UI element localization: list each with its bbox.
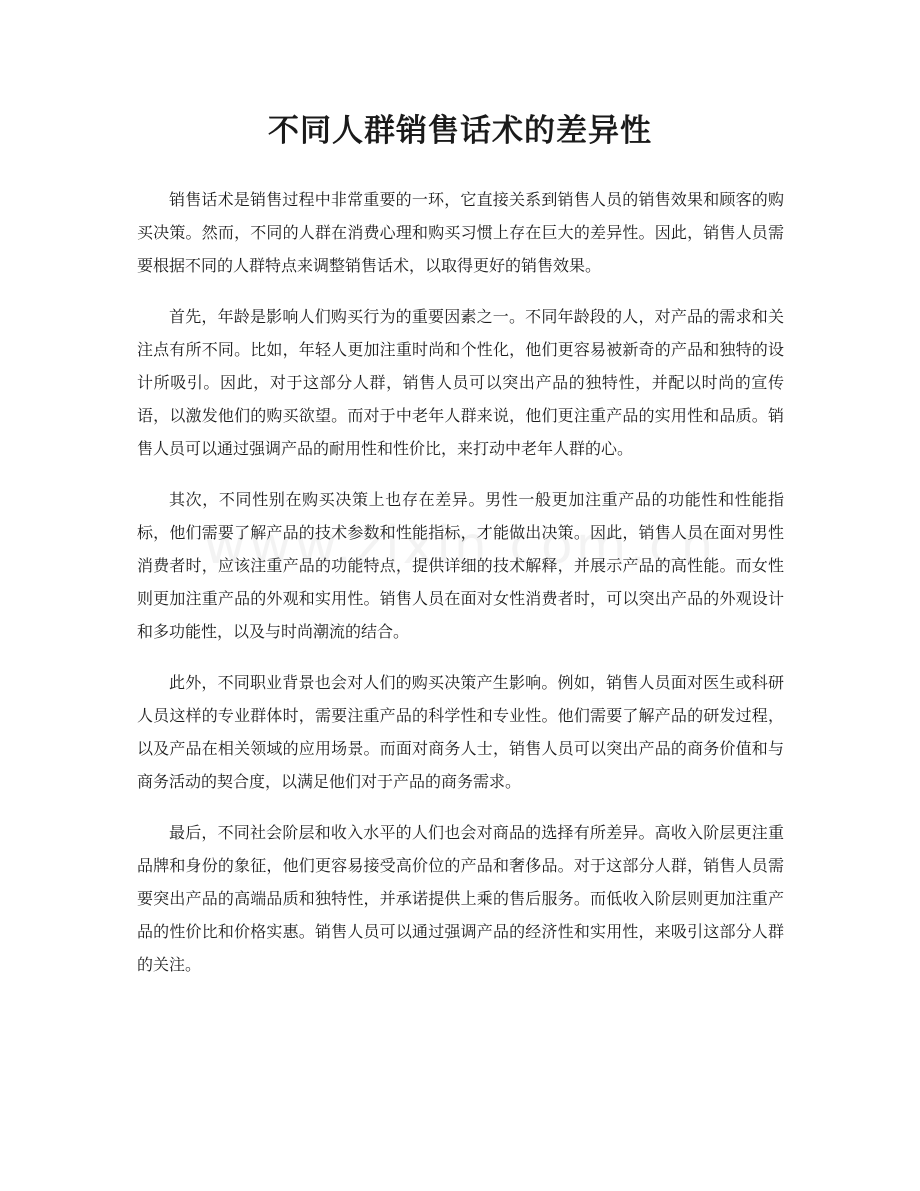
document-title: 不同人群销售话术的差异性 — [268, 113, 652, 149]
document-body — [137, 183, 784, 999]
paragraph-gender: 其次，不同性别在购买决策上也存在差异。男性一般更加注重产品的功能性和性能指标，他们需要了解产品的技术参数和性能指标，才能做出决策。因此，销售人员在面对男性消费者时，应该注重产品的功能特点，提供详细的技术解释，并展示产品的高性能。而女性则更加注重产品的外观和实用性。销售人员在面对女性消费者时，可以突出产品的外观设计和多功能性，以及与时尚潮流的结合。 — [137, 490, 784, 641]
paragraph-intro: 销售话术是销售过程中非常重要的一环，它直接关系到销售人员的销售效果和顾客的购买决策。然而，不同的人群在消费心理和购买习惯上存在巨大的差异性。因此，销售人员需要根据不同的人群特点来调整销售话术，以取得更好的销售效果。 — [137, 190, 784, 275]
paragraph-income: 最后，不同社会阶层和收入水平的人们也会对商品的选择有所差异。高收入阶层更注重品牌和身份的象征，他们更容易接受高价位的产品和奢侈品。对于这部分人群，销售人员需要突出产品的高端品质和独特性，并承诺提供上乘的售后服务。而低收入阶层则更加注重产品的性价比和价格实惠。销售人员可以通过强调产品的经济性和实用性，来吸引这部分人群的关注。 — [137, 823, 784, 974]
paragraph-age: 首先，年龄是影响人们购买行为的重要因素之一。不同年龄段的人，对产品的需求和关注点有所不同。比如，年轻人更加注重时尚和个性化，他们更容易被新奇的产品和独特的设计所吸引。因此，对于这部分人群，销售人员可以突出产品的独特性，并配以时尚的宣传语，以激发他们的购买欲望。而对于中老年人群来说，他们更注重产品的实用性和品质。销售人员可以通过强调产品的耐用性和性价比，来打动中老年人群的心。 — [137, 307, 784, 458]
paragraph-occupation: 此外，不同职业背景也会对人们的购买决策产生影响。例如，销售人员面对医生或科研人员这样的专业群体时，需要注重产品的科学性和专业性。他们需要了解产品的研发过程，以及产品在相关领域的应用场景。而面对商务人士，销售人员可以突出产品的商务价值和与商务活动的契合度，以满足他们对于产品的商务需求。 — [137, 673, 784, 791]
